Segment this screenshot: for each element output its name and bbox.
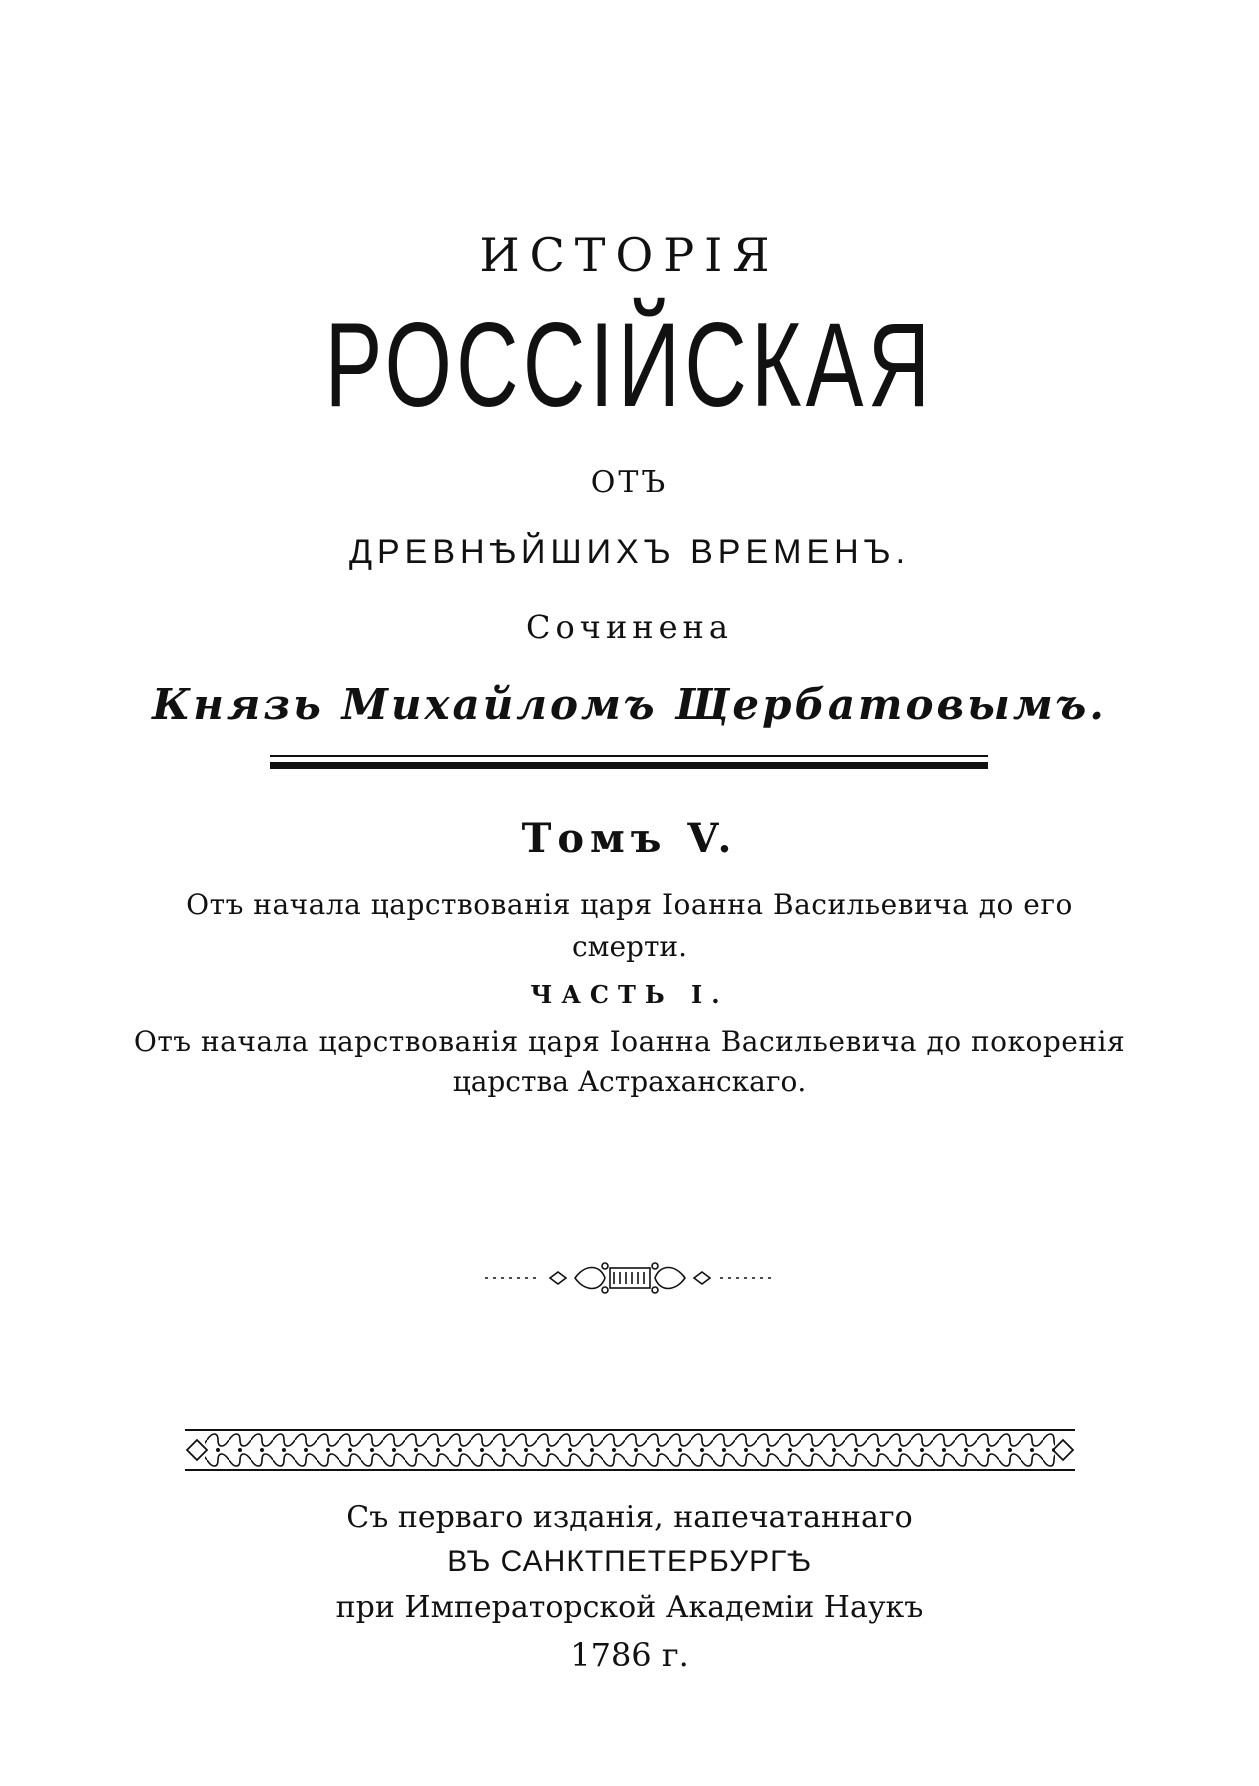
- part-description-line-2: царства Астраханскаго.: [452, 1065, 807, 1098]
- author-intro: Сочинена: [526, 608, 733, 646]
- volume-heading: Томъ V.: [521, 815, 738, 862]
- title-line-2: РОССІЙСКАЯ: [324, 298, 935, 432]
- volume-description-line-1: Отъ начала царствованія царя Іоанна Васильевича до его: [186, 888, 1073, 921]
- ornament-icon: [480, 1258, 780, 1298]
- thin-rule: [270, 755, 988, 757]
- volume-description-line-2: смерти.: [571, 930, 687, 963]
- imprint-line-2: ВЪ САНКТПЕТЕРБУРГѢ: [447, 1545, 812, 1578]
- imprint-line-1: Съ перваго изданія, напечатаннаго: [346, 1500, 913, 1535]
- part-description-line-1: Отъ начала царствованія царя Іоанна Васильевича до покоренія: [133, 1025, 1126, 1058]
- imprint-line-3: при Императорской Академіи Наукъ: [335, 1590, 924, 1625]
- title-line-4: ДРЕВНѢЙШИХЪ ВРЕМЕНЪ.: [348, 533, 911, 571]
- author-name: Князь Михайломъ Щербатовымъ.: [152, 680, 1107, 729]
- decorative-border-icon: [185, 1426, 1075, 1474]
- thick-rule: [270, 762, 988, 769]
- title-line-1: ИСТОРІЯ: [479, 228, 780, 282]
- title-line-3: ОТЪ: [590, 465, 669, 500]
- part-heading: ЧАСТЬ I.: [530, 980, 729, 1009]
- publication-year: 1786 г.: [570, 1636, 689, 1674]
